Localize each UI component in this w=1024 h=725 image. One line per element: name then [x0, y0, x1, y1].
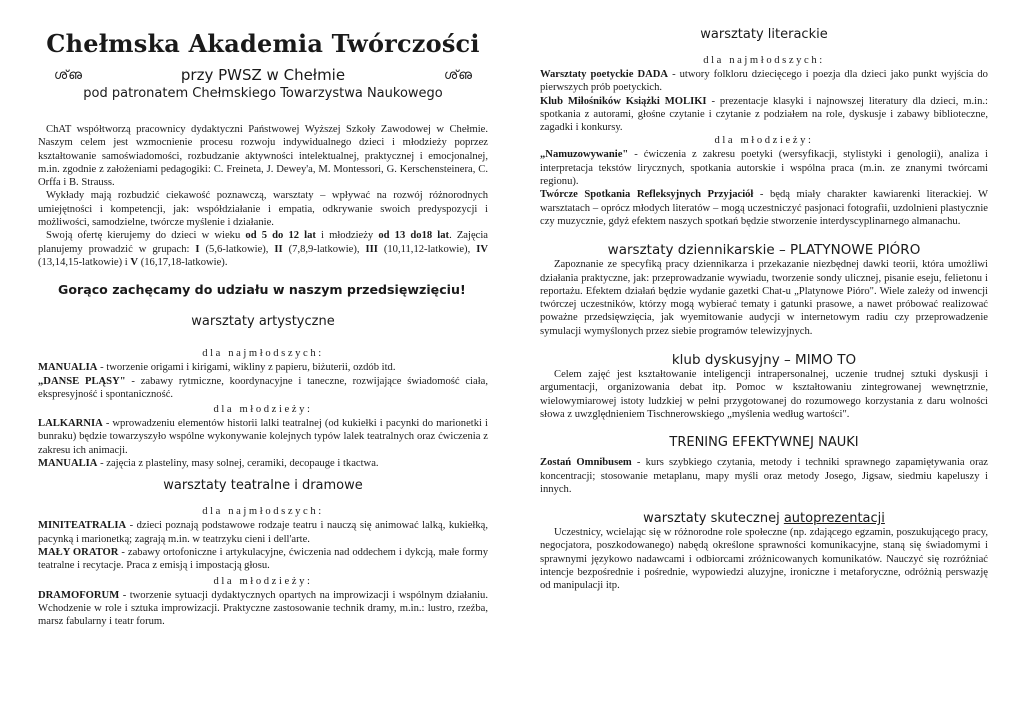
workshop-desc: - prezentacje klasyki i najnowszej literatury dla dzieci, m.in.: spotkania z autorami, głośne czytanie i czytanie z podziałem na role, dyskusje i zabawy biblioteczne, zagadki i konkursy. — [540, 95, 988, 134]
age-label-youngest: dla najmłodszych: — [202, 348, 324, 360]
discussion-club-heading: klub dyskusyjny – MIMO TO — [671, 352, 857, 369]
group-4-ages: (13,14,15-latkowie) i — [38, 256, 131, 268]
left-column — [38, 0, 488, 628]
intro-paragraph-1: ChAT współtworzą pracownicy dydaktyczni Państwowej Wyższej Szkoły Zawodowej w Chełmie. Naszym celem jest wzmocnienie procesu rozwoju indywidualnego dzieci i młodzieży poprzez kształtowanie samoświadomości, rozbudzanie aktywności intelektualnej, praktycznej i emocjonalnej, m.in. zgodnie z założeniami pedagogiki: C. Freineta, J. Dewey'a, M. Montessori, G. Kerschensteinera, C. Orffa i B. Strauss. — [38, 124, 488, 189]
ornament-right-icon: ശ്ഌ — [443, 67, 473, 83]
workshop-name: „Namuzowywanie" — [540, 149, 629, 161]
workshop-omnibus — [540, 456, 988, 496]
group-2: II — [274, 243, 283, 255]
intro-p3-a: Swoją ofertę kierujemy do dzieci w wieku — [46, 230, 246, 242]
workshop-name: LALKARNIA — [38, 418, 103, 430]
workshop-maly-orator — [38, 546, 488, 573]
intro-p3-c: i młodzieży — [315, 230, 379, 242]
workshop-name: MAŁY ORATOR — [38, 546, 119, 558]
age-label-youngest: dla najmłodszych: — [703, 55, 825, 66]
workshop-desc: - wprowadzeniu elementów historii lalki teatralnej (od kukiełki i pacynki do marionetki i bunraku) będzie towarzyszyło wspólne wykonywanie kolejnych typów lalek teatralnych oraz ćwiczenia z zakresu ich animacji. — [38, 418, 488, 456]
workshop-name: Zostań Omnibusem — [540, 457, 632, 469]
group-5: V — [130, 256, 139, 268]
journalism-description: Zapoznanie ze specyfiką pracy dziennikarza i przekazanie niezbędnej dawki teorii, która umożliwi działania praktyczne, jak: przeprowadzanie wywiadu, tworzenie sondy ulicznej, pisanie eseju, felietonu i reportażu. Efektem działań będzie wydanie gazetki Chat-u „Platynowe Pióro". Wiele zależy od inwencji twórczej uczestników, którzy mogą wybierać tematy i gatunki prasowe, a nawet próbować realizować poważne przedsięwzięcia, jak wyemitowanie audycji w internetowym radiu czy przeprowadzenie symulacji wymyślonych przez siebie programów telewizyjnych. — [540, 259, 988, 337]
workshop-name: MANUALIA — [38, 362, 98, 374]
journalism-workshops-heading: warsztaty dziennikarskie – PLATYNOWE PIÓRO — [607, 242, 921, 259]
age-label-youth: dla młodzieży: — [714, 135, 814, 147]
age-range-children: od 5 do 12 lat — [245, 230, 316, 242]
subtitle-row — [38, 66, 488, 84]
workshop-tspr — [540, 188, 988, 228]
workshop-miniteatralia — [38, 519, 488, 546]
workshop-desc: - tworzenie sytuacji dydaktycznych opartych na improwizacji i wspólnym działaniu. Wchodzenie w role i sztuka improwizacji. Praktyczne zastosowanie technik dramy, m.in.: lustro, rzeźba, marsz fabularny i teatr forum. — [38, 589, 488, 628]
workshop-desc: - zabawy ortofoniczne i artykulacyjne, ćwiczenia nad oddechem i dykcją, małe formy teatralne i recytacje. Praca z emisją i impostacją głosu. — [38, 546, 489, 572]
workshop-desc: - kurs szybkiego czytania, metody i techniki sprawnego zapamiętywania oraz koncentracji; stosowanie metaplanu, mapy myśli oraz metody Josego, Jigsaw, siedmiu kapeluszy i innych. — [540, 457, 988, 495]
group-3: III — [365, 243, 378, 255]
workshop-name: DRAMOFORUM — [38, 589, 120, 601]
right-column — [540, 0, 988, 593]
workshop-dramoforum — [38, 589, 488, 629]
workshop-danse — [38, 375, 488, 402]
group-1-ages: (5,6-latkowie), — [199, 243, 275, 255]
subtitle: przy PWSZ w Chełmie — [180, 66, 346, 84]
workshop-moliki — [540, 95, 988, 135]
discussion-club-description: Celem zajęć jest kształtowanie inteligencji intrapersonalnej, uczenie trudnej sztuki dyskusji i argumentacji, organizowania debat itp. Pomoc w kształtowaniu zintegrowanej wewnętrznie, wielowymiarowej istoty ludzkiej w pełni przygotowanej do rozumowego korzystania z daru wolności słowa z uwzględnieniem Tischnerowskiego „myślenia według wartości". — [540, 369, 988, 420]
self-presentation-title: warsztaty skutecznej autoprezentacji — [643, 511, 885, 527]
group-4: IV — [476, 243, 488, 255]
intro-section — [38, 123, 488, 269]
literary-workshops-heading: warsztaty literackie — [700, 27, 828, 42]
workshop-name: MINITEATRALIA — [38, 520, 127, 532]
age-label-youth: dla młodzieży: — [213, 575, 313, 587]
age-range-youth: od 13 do18 lat — [378, 230, 450, 242]
workshop-name: Twórcze Spotkania Refleksyjnych Przyjaciół — [540, 189, 754, 201]
patronage-line: pod patronatem Chełmskiego Towarzystwa Naukowego — [83, 86, 443, 101]
workshop-namuzowywanie — [540, 148, 988, 188]
workshop-name: MANUALIA — [38, 458, 98, 470]
age-label-youngest: dla najmłodszych: — [202, 506, 324, 518]
workshop-desc: - tworzenie origami i kirigami, wikliny z papieru, biżuterii, ozdób itd. — [97, 362, 396, 374]
ornament-left-icon: ശ്ഌ — [53, 67, 83, 83]
intro-paragraph-3 — [38, 229, 488, 269]
self-presentation-heading — [540, 511, 988, 526]
workshop-manualia-kids — [38, 361, 488, 374]
theatre-workshops-heading: warsztaty teatralne i dramowe — [163, 478, 363, 494]
invitation-heading: Gorąco zachęcamy do udziału w naszym przedsięwzięciu! — [58, 282, 466, 298]
learning-training-heading: TRENING EFEKTYWNEJ NAUKI — [669, 435, 859, 451]
workshop-desc: - ćwiczenia z zakresu poetyki (wersyfikacji, stylistyki i genologii), analiza i interpretacja tekstów lirycznych, spotkania autorskie i wspólna praca (m.in. ze znanymi twórcami regionu). — [540, 149, 988, 188]
workshop-desc: - zabawy rytmiczne, koordynacyjne i taneczne, rozwijające świadomość ciała, ekspresyjność i spontaniczność. — [38, 375, 488, 400]
group-5-ages: (16,17,18-latkowie). — [138, 256, 228, 268]
intro-paragraph-2: Wykłady mają rozbudzić ciekawość poznawczą, warsztaty – wpływać na rozwój różnorodnych umiejętności i kompetencji, jak: współdziałanie i empatia, odkrywanie swoich predyspozycji i możliwości, samodzielne, twórcze myślenie i działanie. — [38, 190, 488, 229]
group-3-ages: (10,11,12-latkowie), — [377, 243, 477, 255]
age-label-youth: dla młodzieży: — [213, 404, 313, 416]
self-presentation-description: Uczestnicy, wcielając się w różnorodne role społeczne (np. zdającego egzamin, poszukującego pracy, negocjatora, poszkodowanego) nabędą określone sprawności komunikacyjne, staną się świadomymi i sprawnymi językowo nadawcami i odbiorcami zróżnicowanych komunikatów. Nauczyć się rozróżniać intencje bezpośrednie i pośrednie, wypowiedzi aluzyjne, ironiczne i metaforyczne, odróżnią perswazję od manipulacji itp. — [540, 527, 988, 592]
page-title: Chełmska Akademia Twórczości — [46, 29, 480, 58]
workshop-dada — [540, 68, 988, 95]
group-2-ages: (7,8,9-latkowie), — [282, 243, 366, 255]
workshop-lalkarnia — [38, 417, 488, 457]
workshop-name: Warsztaty poetyckie DADA — [540, 69, 669, 80]
workshop-desc: - będą miały charakter kawiarenki literackiej. W warsztatach – oprócz młodych literatów – mogą uczestniczyć pasjonaci fotografii, uzdolnieni plastycznie czy muzycznie, gdyż efektem naszych spotkań będzie stworzenie interdyscyplinarnego almanachu. — [540, 189, 988, 227]
intro-p3-e: . Zajęcia planujemy prowadzić w grupach: — [38, 230, 488, 255]
artistic-workshops-heading: warsztaty artystyczne — [191, 314, 335, 330]
workshop-manualia-youth — [38, 457, 488, 470]
group-1: I — [195, 243, 200, 255]
workshop-desc: - zajęcia z plasteliny, masy solnej, ceramiki, decopauge i tkactwa. — [97, 458, 379, 470]
workshop-name: „DANSE PLĄSY" — [38, 375, 126, 387]
workshop-name: Klub Miłośników Książki MOLIKI — [540, 95, 707, 107]
workshop-desc: - utwory folkloru dziecięcego i poezja dla dzieci jako punkt wyjścia do pierwszych prób poetyckich. — [540, 69, 988, 94]
workshop-desc: - dzieci poznają podstawowe rodzaje teatru i nauczą się animować lalką, kukiełką, pacynką i marionetką; zagrają m.in. w teatrzyku cieni i dell'arte. — [38, 520, 488, 545]
